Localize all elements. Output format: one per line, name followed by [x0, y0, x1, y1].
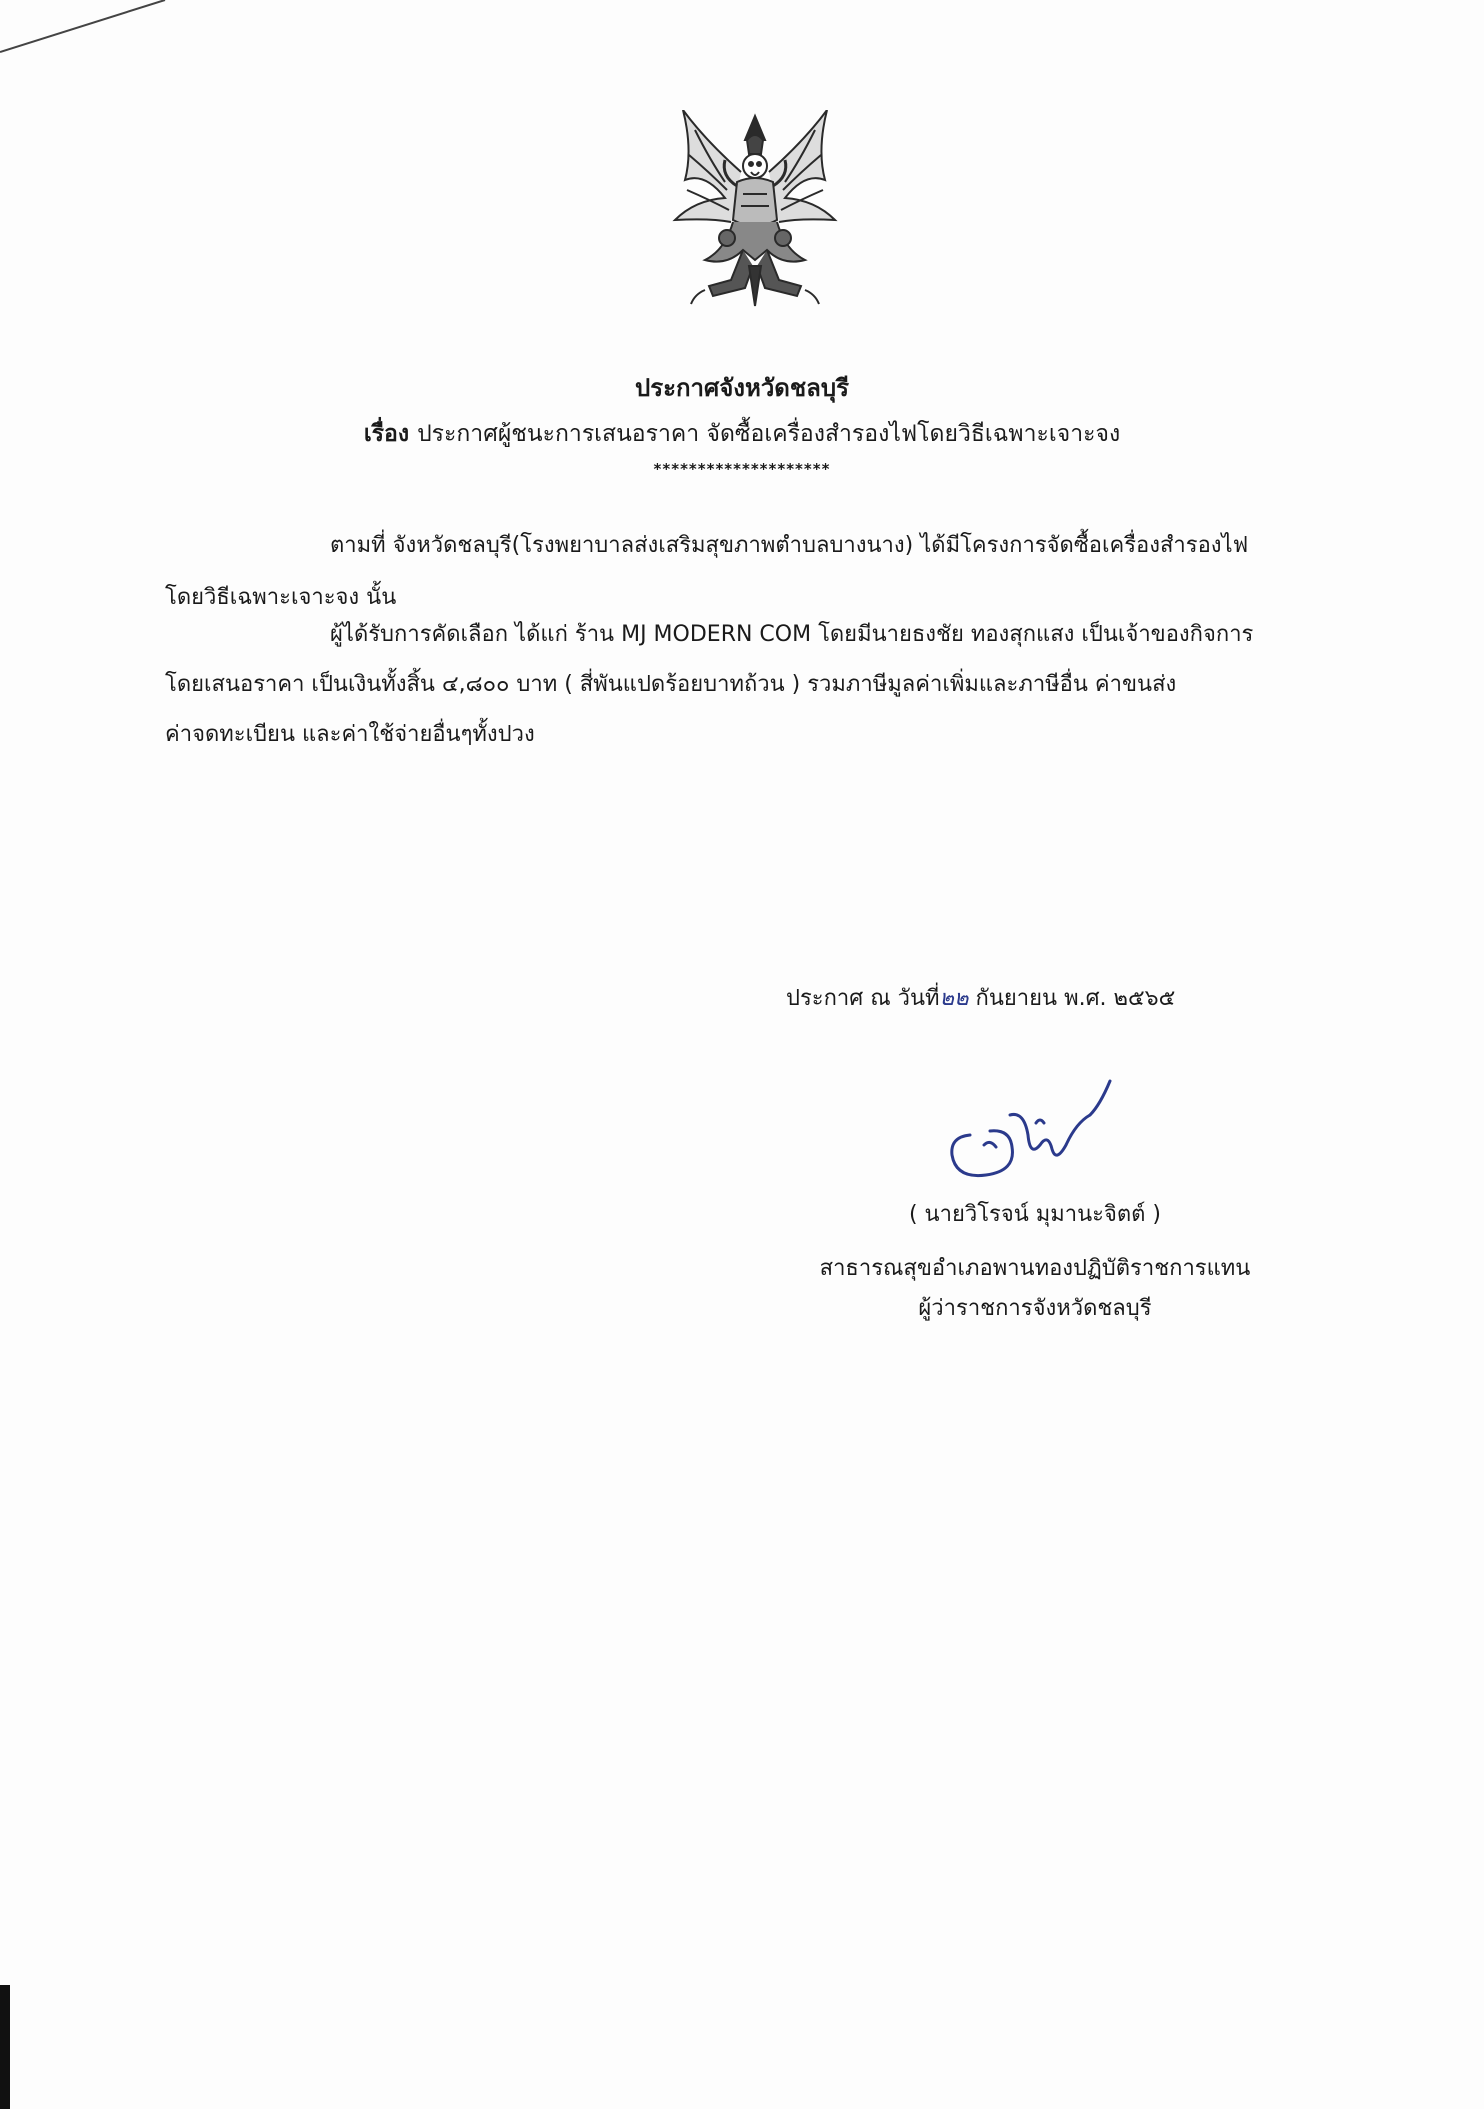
date-prefix: ประกาศ ณ วันที่ — [786, 986, 940, 1011]
subject-label: เรื่อง — [363, 421, 410, 447]
signatory-position: สาธารณสุขอำเภอพานทองปฏิบัติราชการแทน — [819, 1256, 1251, 1281]
date-suffix: กันยายน พ.ศ. ๒๕๖๕ — [975, 986, 1176, 1011]
body-paragraph-1-line-2: โดยวิธีเฉพาะเจาะจง นั้น — [165, 585, 397, 610]
body-paragraph-2-line-2: โดยเสนอราคา เป็นเงินทั้งสิ้น ๔,๘๐๐ บาท ( สี่พันแปดร้อยบาทถ้วน ) รวมภาษีมูลค่าเพิ่มและภาษีอื่น ค่าขนส่ง — [165, 672, 1177, 697]
handwritten-day: ๒๒ — [939, 986, 969, 1011]
signatory-on-behalf: ผู้ว่าราชการจังหวัดชลบุรี — [918, 1296, 1152, 1321]
signatory-name: ( นายวิโรจน์ มุมานะจิตต์ ) — [908, 1202, 1162, 1227]
announcement-subject — [0, 416, 1484, 452]
paper-fold-line — [0, 0, 170, 90]
garuda-emblem-icon — [665, 110, 845, 310]
scan-edge-shadow — [0, 1985, 10, 2109]
signature-icon — [940, 1075, 1120, 1185]
subject-text: ประกาศผู้ชนะการเสนอราคา จัดซื้อเครื่องสำรองไฟโดยวิธีเฉพาะเจาะจง — [417, 421, 1121, 447]
body-paragraph-2-line-3: ค่าจดทะเบียน และค่าใช้จ่ายอื่นๆทั้งปวง — [165, 722, 535, 747]
body-paragraph-2-line-1: ผู้ได้รับการคัดเลือก ได้แก่ ร้าน MJ MODERN COM โดยมีนายธงชัย ทองสุกแสง เป็นเจ้าของกิจการ — [330, 622, 1254, 647]
separator-stars: ******************** — [653, 460, 831, 478]
announcement-date — [786, 980, 1175, 1015]
body-paragraph-1-line-1: ตามที่ จังหวัดชลบุรี(โรงพยาบาลส่งเสริมสุขภาพตำบลบางนาง) ได้มีโครงการจัดซื้อเครื่องสำรองไฟ — [330, 533, 1249, 558]
announcement-title: ประกาศจังหวัดชลบุรี — [634, 374, 850, 402]
